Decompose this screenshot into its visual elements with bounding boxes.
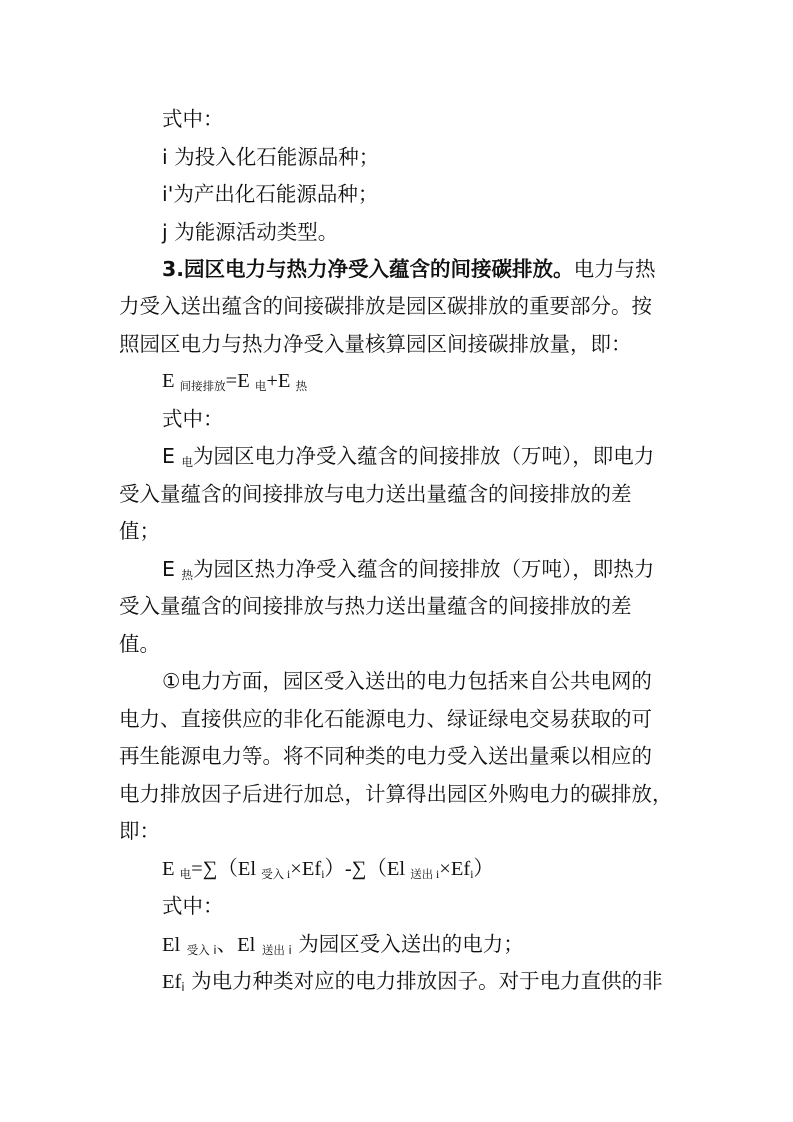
paragraph-line xyxy=(162,967,663,996)
paragraph-line: 式中： xyxy=(162,407,224,431)
paragraph-line: 电力、直接供应的非化石能源电力、绿证绿电交易获取的可 xyxy=(119,707,652,731)
formula-symbol: ×Ef xyxy=(290,858,322,880)
paragraph-line: i 为投入化石能源品种； xyxy=(162,145,380,169)
paragraph-line: 式中： xyxy=(162,894,224,918)
section-heading: 3.园区电力与热力净受入蕴含的间接碳排放。 xyxy=(162,257,574,281)
formula-subscript: 送出 i xyxy=(410,869,440,881)
formula-subscript: 受入 i xyxy=(186,943,217,957)
formula-electric-emission xyxy=(162,855,494,883)
paragraph-text: 为电力种类对应的电力排放因子。对于电力直供的非 xyxy=(191,969,663,993)
formula-symbol: E xyxy=(162,858,175,880)
formula-subscript: 电 xyxy=(254,381,267,393)
formula-subscript: i xyxy=(470,869,474,881)
formula-subscript: i xyxy=(181,980,185,994)
paragraph-line xyxy=(162,930,524,959)
formula-symbol: E xyxy=(162,444,175,468)
paragraph-line: 力受入送出蕴含的间接碳排放是园区碳排放的重要部分。按 xyxy=(119,294,652,318)
formula-subscript: 受入 i xyxy=(261,869,291,881)
paragraph-line: 再生能源电力等。将不同种类的电力受入送出量乘以相应的 xyxy=(119,744,652,768)
formula-indirect-emission xyxy=(162,367,307,395)
formula-symbol: =E xyxy=(225,370,250,392)
paragraph-text: 为园区电力净受入蕴含的间接排放（万吨），即电力 xyxy=(192,444,655,468)
paragraph-line xyxy=(162,555,654,583)
paragraph-text: 为园区热力净受入蕴含的间接排放（万吨），即热力 xyxy=(192,557,655,581)
formula-symbol: 、El xyxy=(216,934,256,956)
formula-symbol: Ef xyxy=(162,971,182,993)
paragraph-line: j 为能源活动类型。 xyxy=(162,220,339,244)
formula-symbol: ×Ef xyxy=(439,858,471,880)
formula-symbol: ）-∑（El xyxy=(324,858,406,880)
formula-symbol: ） xyxy=(473,858,494,880)
paragraph-line xyxy=(162,442,654,470)
formula-subscript: i xyxy=(321,869,325,881)
paragraph-line: ①电力方面，园区受入送出的电力包括来自公共电网的 xyxy=(162,669,652,693)
formula-symbol: E xyxy=(162,370,175,392)
paragraph-line: 即： xyxy=(119,819,160,843)
section-heading-line xyxy=(162,255,656,283)
paragraph-line: 电力排放因子后进行加总，计算得出园区外购电力的碳排放， xyxy=(119,782,673,806)
formula-symbol: El xyxy=(162,934,181,956)
formula-subscript: 送出 i xyxy=(261,943,292,957)
paragraph-text: 为园区受入送出的电力； xyxy=(298,932,524,956)
formula-subscript: 热 xyxy=(295,381,308,393)
formula-subscript: 电 xyxy=(179,869,192,881)
paragraph-line: 式中： xyxy=(162,107,224,131)
paragraph-line: 照园区电力与热力净受入量核算园区间接碳排放量，即： xyxy=(119,332,632,356)
paragraph-line: 值。 xyxy=(119,632,160,656)
paragraph-line: 受入量蕴含的间接排放与热力送出量蕴含的间接排放的差 xyxy=(119,594,632,618)
paragraph-text: 电力与热 xyxy=(573,257,656,281)
formula-subscript: 间接排放 xyxy=(179,381,226,393)
paragraph-line: 受入量蕴含的间接排放与电力送出量蕴含的间接排放的差 xyxy=(119,482,632,506)
formula-symbol: +E xyxy=(266,370,291,392)
formula-subscript: 热 xyxy=(181,568,193,582)
formula-symbol: E xyxy=(162,557,175,581)
formula-symbol: =∑（El xyxy=(191,858,257,880)
paragraph-line: 值； xyxy=(119,519,160,543)
paragraph-line: i'为产出化石能源品种； xyxy=(162,182,379,206)
formula-subscript: 电 xyxy=(181,455,193,469)
